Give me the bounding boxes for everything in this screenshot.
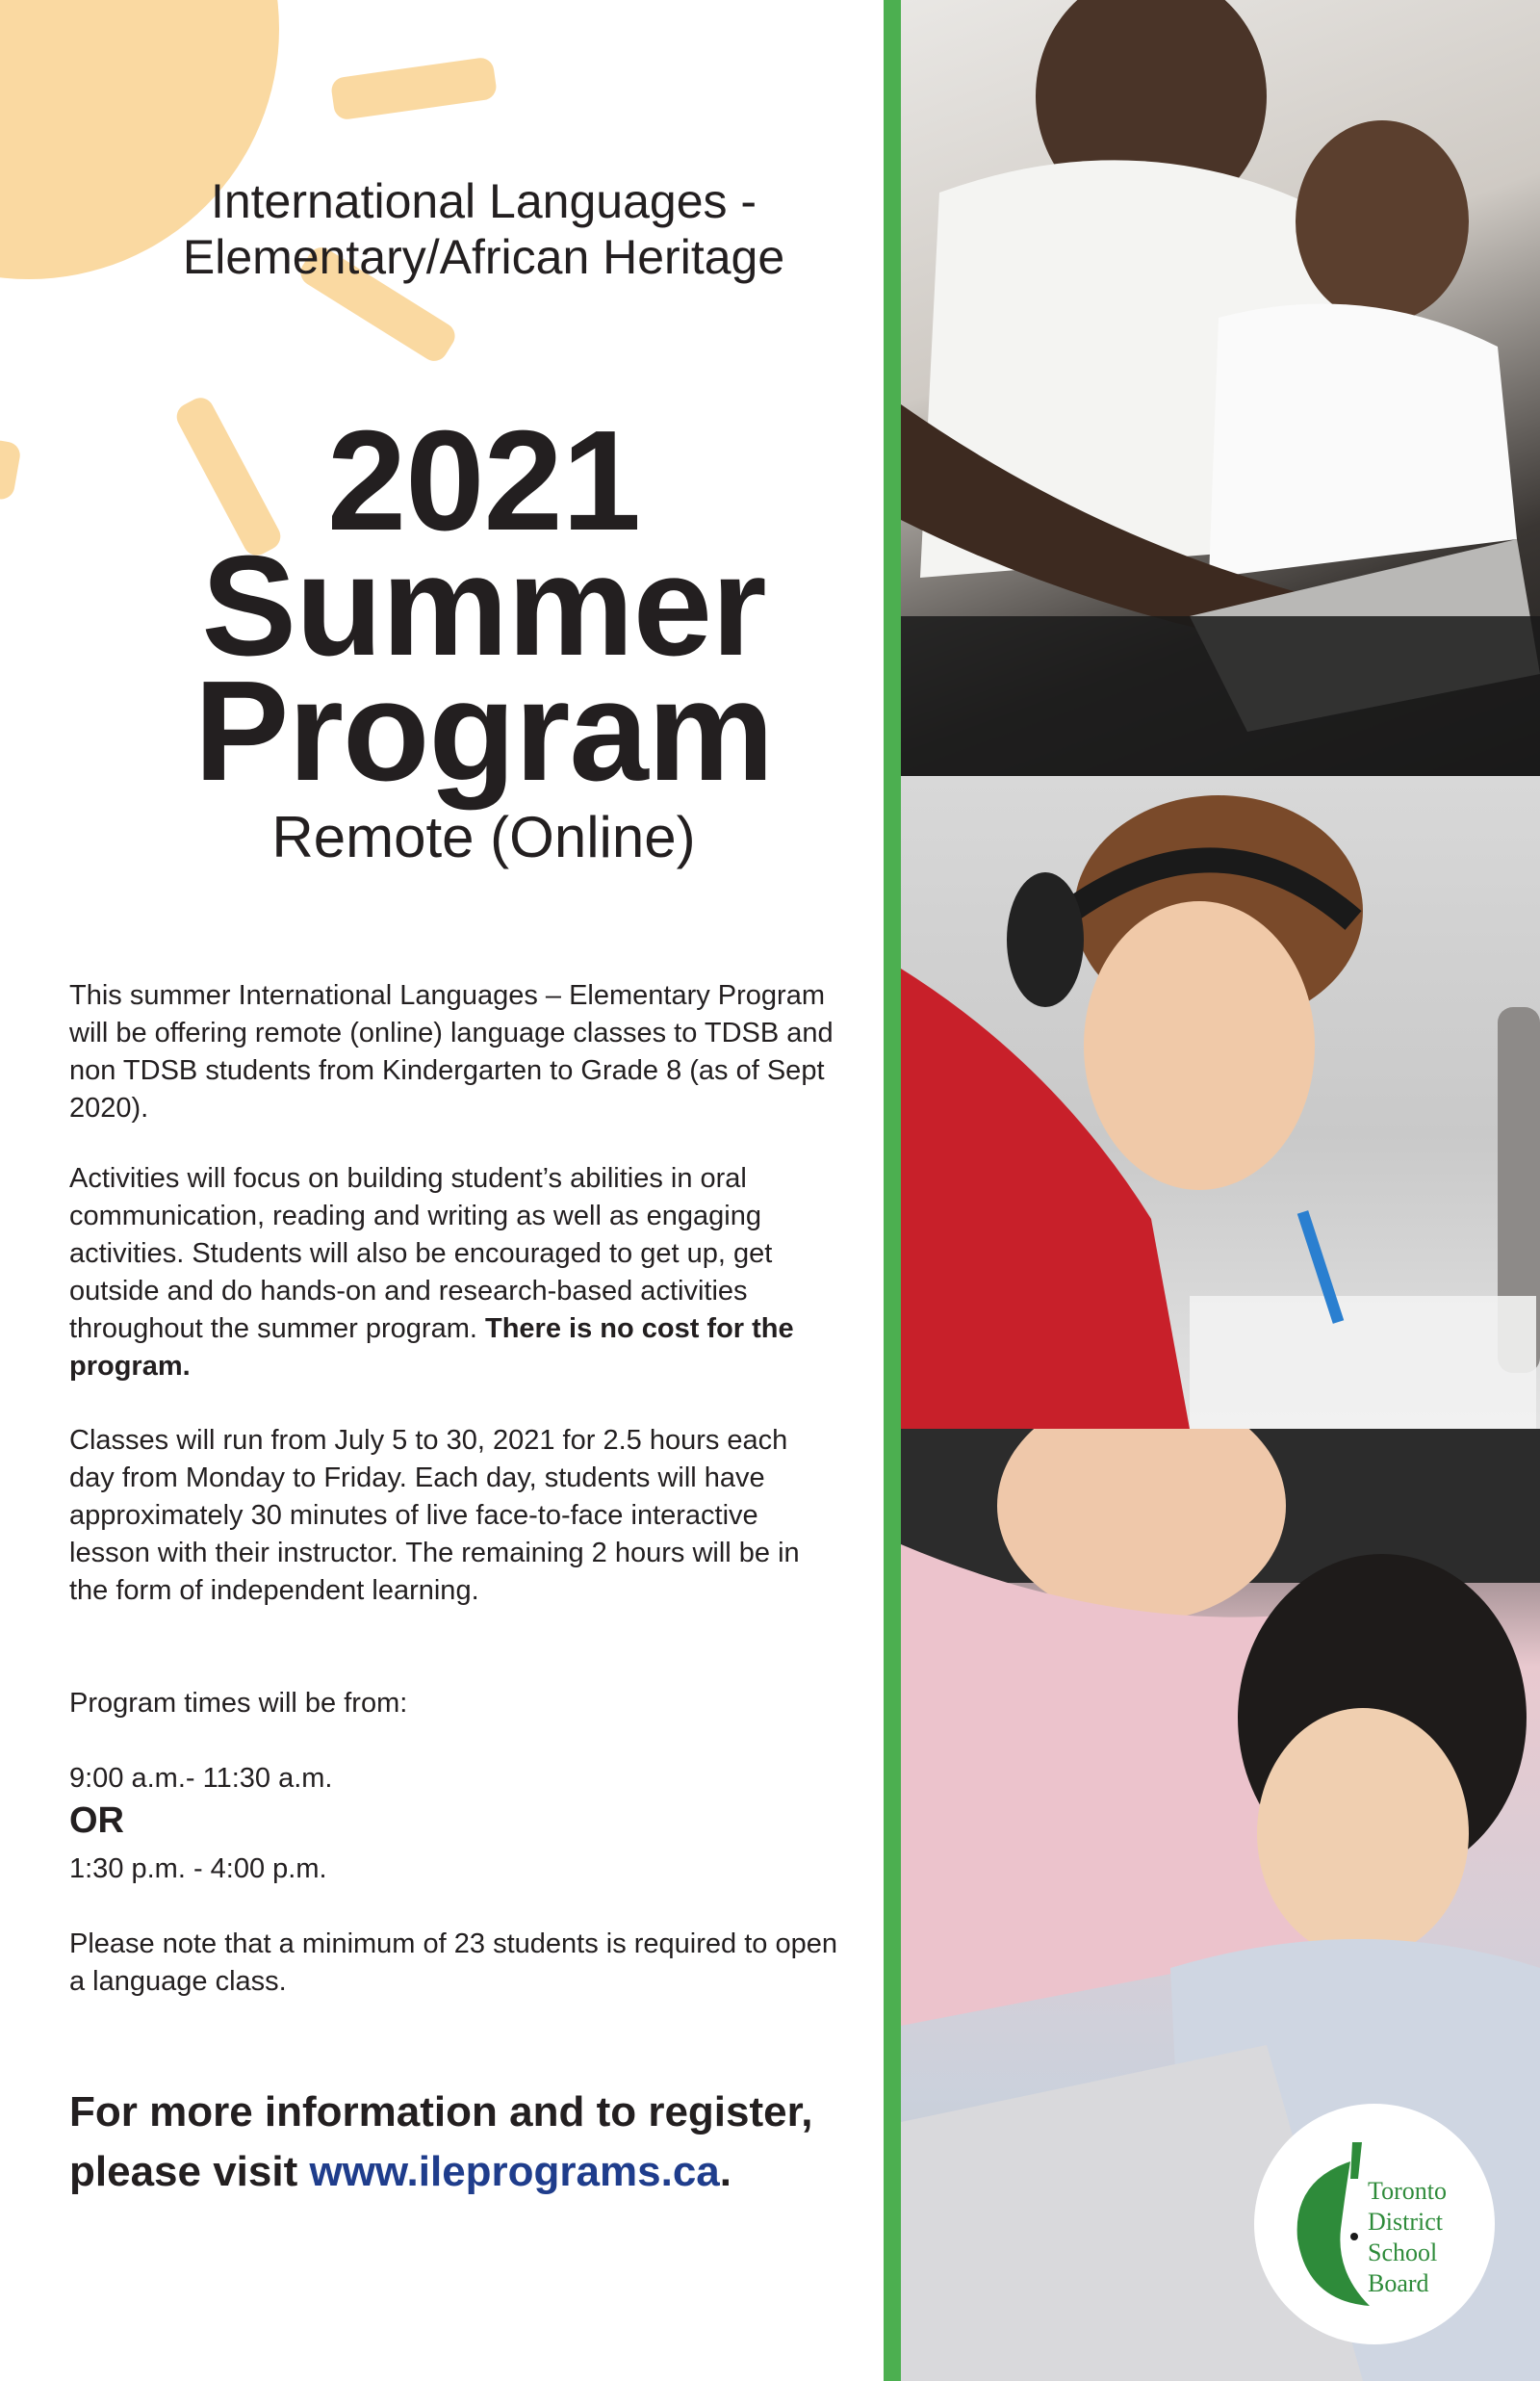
time-slot-afternoon: 1:30 p.m. - 4:00 p.m. — [69, 1853, 327, 1884]
subtitle-line-1: International Languages - — [210, 174, 757, 228]
sun-ray — [0, 438, 22, 501]
photo-column — [901, 0, 1540, 2381]
title-summer: Summer — [201, 527, 766, 686]
registration-callout — [69, 2083, 859, 2202]
title-program: Program — [193, 652, 774, 811]
sun-ray — [330, 56, 498, 120]
activities-paragraph — [69, 1160, 839, 1385]
subtitle-line-2: Elementary/African Heritage — [182, 230, 785, 284]
cta-period: . — [719, 2148, 732, 2195]
tdsb-logo — [1254, 2104, 1495, 2344]
logo-line-2: District — [1368, 2208, 1443, 2236]
logo-line-4: Board — [1368, 2269, 1429, 2297]
cta-text: For more information and to register, please visit — [69, 2088, 813, 2195]
green-divider — [884, 0, 901, 2381]
photo-illustration — [901, 776, 1540, 1429]
program-subtitle — [96, 173, 871, 285]
logo-line-1: Toronto — [1368, 2177, 1447, 2205]
logo-line-3: School — [1368, 2239, 1438, 2266]
or-label: OR — [69, 1800, 124, 1841]
intro-paragraph: This summer International Languages – Elementary Program will be offering remote (online) language classes to TDSB and non TDSB students from Kindergarten to Grade 8 (as of Sept 2020). — [69, 980, 834, 1124]
time-slot-morning: 9:00 a.m.- 11:30 a.m. — [69, 1763, 333, 1794]
no-cost-text: There is no cost for the program. — [69, 1313, 794, 1382]
photo-boy-headphones — [901, 776, 1540, 1429]
photo-illustration — [901, 0, 1540, 776]
program-mode: Remote (Online) — [271, 805, 696, 869]
activities-text: Activities will focus on building student’s abilities in oral communication, reading and writing as well as engaging activities. Students will also be encouraged to get up, get outside and do hands-on and research-based activities throughout the summer program. — [69, 1163, 773, 1344]
times-intro: Program times will be from: — [69, 1688, 408, 1719]
minimum-students-note: Please note that a minimum of 23 students is required to open a language class. — [69, 1928, 837, 1997]
tdsb-wordmark — [1368, 2176, 1447, 2299]
photo-father-child-laptop — [901, 0, 1540, 776]
website-link[interactable]: www.ileprograms.ca — [309, 2148, 720, 2195]
title-year: 2021 — [326, 401, 641, 560]
schedule-paragraph: Classes will run from July 5 to 30, 2021 for 2.5 hours each day from Monday to Friday. Each day, students will have approximately 30 minutes of live face-to-face interactive lesson with their instructor. The remaining 2 hours will be in the form of independent learning. — [69, 1425, 800, 1606]
